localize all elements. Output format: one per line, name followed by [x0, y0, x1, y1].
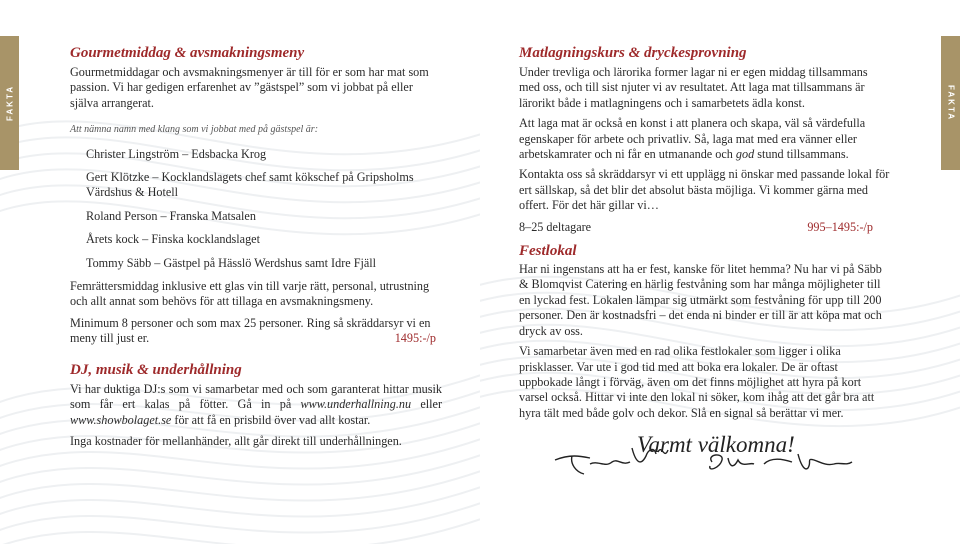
link-underhallning[interactable]: www.underhallning.nu — [300, 397, 412, 412]
course-p2-end: stund tillsammans. — [754, 147, 849, 162]
signature-image — [550, 442, 690, 482]
fakta-tab-right — [941, 36, 960, 170]
course-paragraph-1: Under trevliga och lärorika former lagar ni er egen middag tillsammans med oss, och till sist njuter vi av resultatet. Att laga mat tillsammans är lärorikt både i matlagningens och i samarbetets ädla konst. — [519, 65, 868, 110]
greeting: Varmt välkomna! — [637, 432, 795, 458]
right-content — [519, 44, 891, 458]
festlokal-paragraph-1: Har ni ingenstans att ha er fest, kanske för litet hemma? Nu har vi på Säbb & Blomqvist Catering en härlig festvåning som har många möjligheter till en lyckad fest. Lokalen lämpar sig utmärkt som festvåning för upp till 200 personer. Den är kostnadsfri – det enda ni binder er till är att köpa mat och dryck av oss. — [519, 262, 882, 338]
course-p2-emphasis: god — [735, 147, 755, 162]
chef-item: Årets kock – Finska kocklandslaget — [86, 232, 260, 247]
chef-item: Roland Person – Franska Matsalen — [86, 208, 256, 223]
fakta-tab-left — [0, 36, 19, 170]
course-heading: Matlagningskurs & dryckesprovning — [519, 45, 747, 61]
gourmet-details: Femrättersmiddag inklusive ett glas vin till varje rätt, personal, utrustning och allt annat som behövs för att tillaga en avsmakningsmeny. — [70, 279, 430, 309]
course-paragraph-2 — [519, 116, 891, 162]
chef-item: Tommy Säbb – Gästpel på Hässlö Werdshus samt Idre Fjäll — [86, 255, 377, 270]
chef-list — [86, 147, 442, 271]
gourmet-price: 1495:-/p — [394, 331, 436, 346]
gourmet-minimum — [70, 316, 442, 347]
dj-costs: Inga kostnader för mellanhänder, allt går direkt till underhållningen. — [70, 433, 402, 448]
festlokal-paragraph-2: Vi samarbetar även med en rad olika festlokaler som ligger i olika prisklasser. Var ute i god tid med att boka era lokaler. De är oftast uppbokade långt i förväg, även om det finns möjlighet att hyra på kort varsel också. Hittar vi inte den lokal ni söker, kom ihåg att det går bra att hyra tält med både golv och dekor. Slå en signal så berättar vi mer. — [519, 344, 875, 420]
dj-text — [70, 382, 442, 428]
right-page — [480, 0, 960, 544]
course-paragraph-3: Kontakta oss så skräddarsyr vi ett upplägg ni önskar med passande lokal för ert sällskap, så det blir det absolut bästa möjliga. Vi kommer gärna med offert. För det här gillar vi… — [519, 167, 890, 213]
course-price-row — [519, 220, 891, 235]
course-participants: 8–25 deltagare — [519, 219, 592, 234]
link-showbolaget[interactable]: www.showbolaget.se — [70, 412, 172, 427]
dj-text-mid: eller — [411, 397, 442, 412]
fakta-tab-label: FAKTA — [5, 84, 14, 122]
gourmet-intro: Att nämna namn med klang som vi jobbat med på gästspel är: — [70, 124, 319, 136]
course-p2-start: Att laga mat är också en konst i att planera och skapa, väl så värdefulla egenskaper för arbete och privatliv. Så, laga mat med era vänner eller arbetskamrater och ni får en utmanande och — [519, 116, 866, 162]
course-price: 995–1495:-/p — [807, 219, 873, 234]
gourmet-text: Gourmetmiddagar och avsmakningsmenyer är till för er som har mat som passion. Vi har gedigen erfarenhet av ”gästspel” som vi jobbat på eller själva arrangerat. — [70, 65, 429, 110]
dj-text-start: Vi har duktiga DJ:s som vi samarbetar med och som garanterat hittar musik som får ert kalas på fötter. Gå in på — [70, 381, 442, 412]
left-content — [70, 44, 442, 449]
chef-item: Gert Klötzke – Kocklandslagets chef samt kökschef på Gripsholms Värdshus & Hotell — [86, 170, 414, 200]
dj-text-end: för att få en prisbild över vad allt kostar. — [171, 412, 371, 427]
dj-heading: DJ, musik & underhållning — [70, 361, 242, 378]
gourmet-heading: Gourmetmiddag & avsmakningsmeny — [70, 45, 305, 61]
signature-image — [702, 448, 862, 480]
gourmet-minimum-text: Minimum 8 personer och som max 25 personer. Ring så skräddarsyr vi en meny till just er. — [70, 315, 431, 346]
chef-item: Christer Lingström – Edsbacka Krog — [86, 146, 267, 161]
festlokal-heading: Festlokal — [519, 243, 577, 260]
fakta-tab-label: FAKTA — [946, 84, 955, 122]
